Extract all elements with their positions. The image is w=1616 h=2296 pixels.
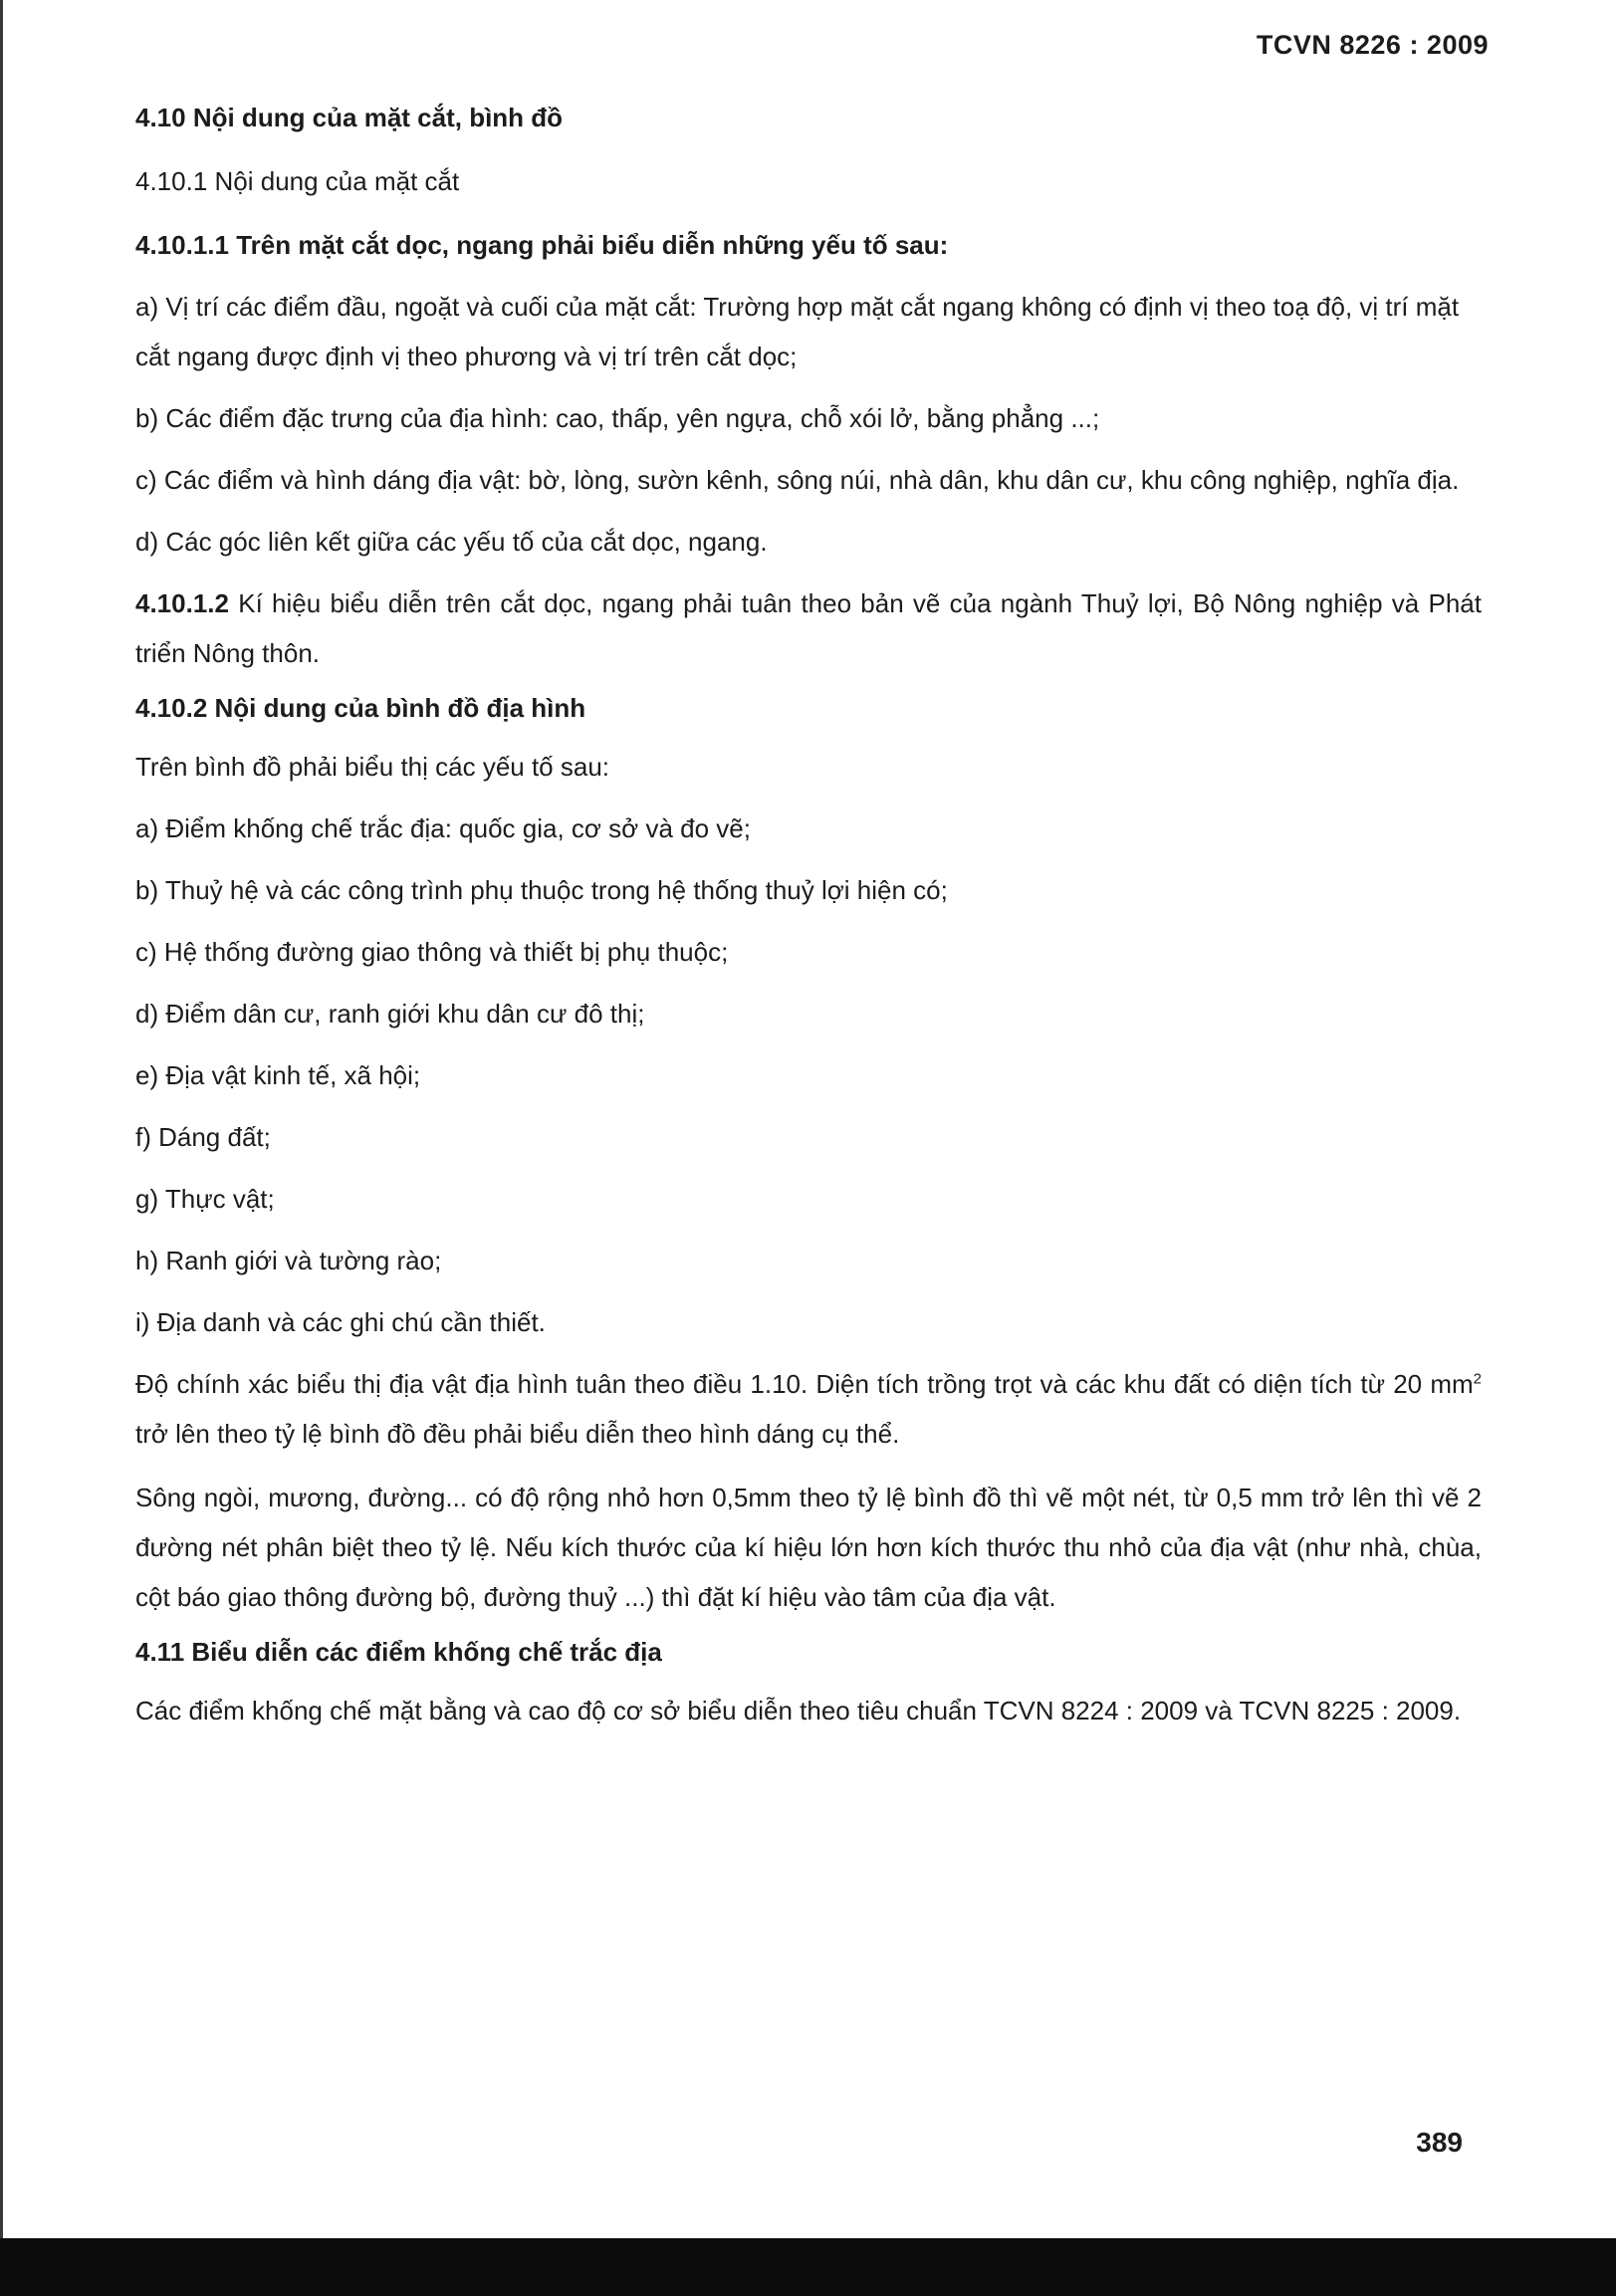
rivers-paragraph: Sông ngòi, mương, đường... có độ rộng nhỏ hơn 0,5mm theo tỷ lệ bình đồ thì vẽ một nét, từ 0,5 mm trở lên thì vẽ 2 đường nét phân biệt theo tỷ lệ. Nếu kích thước của kí hiệu lớn hơn kích thước thu nhỏ của địa vật (như nhà, chùa, cột báo giao thông đường bộ, đường thuỷ ...) thì đặt kí hiệu vào tâm của địa vật.	[135, 1483, 1482, 1613]
accuracy-superscript: 2	[1473, 1370, 1482, 1388]
accuracy-paragraph	[135, 1359, 1482, 1459]
page-content	[135, 100, 1482, 1749]
plan-item-i: i) Địa danh và các ghi chú cần thiết.	[135, 1307, 546, 1338]
accuracy-text-b: trở lên theo tỷ lệ bình đồ đều phải biểu diễn theo hình dáng cụ thể.	[135, 1419, 900, 1450]
standard-header: TCVN 8226 : 2009	[1256, 30, 1489, 60]
plan-item-b: b) Thuỷ hệ và các công trình phụ thuộc trong hệ thống thuỷ lợi hiện có;	[135, 875, 948, 906]
section-4-10-1-1-title: 4.10.1.1 Trên mặt cắt dọc, ngang phải biểu diễn những yếu tố sau:	[135, 229, 949, 260]
plan-item-d: d) Điểm dân cư, ranh giới khu dân cư đô thị;	[135, 999, 645, 1030]
plan-item-e: e) Địa vật kinh tế, xã hội;	[135, 1060, 421, 1091]
section-4-10-2-title: 4.10.2 Nội dung của bình đồ địa hình	[135, 693, 586, 724]
section-4-10-1-2-number: 4.10.1.2	[135, 588, 229, 619]
scan-edge-bottom	[0, 2238, 1616, 2296]
scan-edge-left	[0, 0, 3, 2296]
page-number: 389	[1416, 2127, 1463, 2158]
cross-section-item-b: b) Các điểm đặc trưng của địa hình: cao, thấp, yên ngựa, chỗ xói lở, bằng phẳng ...;	[135, 403, 1100, 434]
section-4-10-title: 4.10 Nội dung của mặt cắt, bình đồ	[135, 103, 564, 132]
section-4-11-title: 4.11 Biểu diễn các điểm khống chế trắc địa	[135, 1637, 662, 1668]
section-4-10-1-2	[135, 578, 1482, 678]
plan-item-a: a) Điểm khống chế trắc địa: quốc gia, cơ sở và đo vẽ;	[135, 813, 751, 844]
plan-item-f: f) Dáng đất;	[135, 1122, 271, 1153]
cross-section-item-c: c) Các điểm và hình dáng địa vật: bờ, lòng, sườn kênh, sông núi, nhà dân, khu dân cư, khu công nghiệp, nghĩa địa.	[135, 465, 1460, 496]
plan-intro: Trên bình đồ phải biểu thị các yếu tố sau:	[135, 752, 610, 783]
plan-item-h: h) Ranh giới và tường rào;	[135, 1246, 442, 1276]
plan-item-g: g) Thực vật;	[135, 1184, 275, 1215]
plan-item-c: c) Hệ thống đường giao thông và thiết bị phụ thuộc;	[135, 937, 729, 968]
section-4-11-text: Các điểm khống chế mặt bằng và cao độ cơ sở biểu diễn theo tiêu chuẩn TCVN 8224 : 2009 và TCVN 8225 : 2009.	[135, 1695, 1462, 1725]
section-4-10-1-2-text: Kí hiệu biểu diễn trên cắt dọc, ngang phải tuân theo bản vẽ của ngành Thuỷ lợi, Bộ Nông nghiệp và Phát triển Nông thôn.	[135, 588, 1482, 669]
section-4-10-1-title: 4.10.1 Nội dung của mặt cắt	[135, 165, 460, 196]
cross-section-item-d: d) Các góc liên kết giữa các yếu tố của cắt dọc, ngang.	[135, 527, 768, 558]
accuracy-text-a: Độ chính xác biểu thị địa vật địa hình tuân theo điều 1.10. Diện tích trồng trọt và các khu đất có diện tích từ 20 mm	[135, 1369, 1474, 1400]
cross-section-item-a: a) Vị trí các điểm đầu, ngoặt và cuối của mặt cắt: Trường hợp mặt cắt ngang không có định vị theo toạ độ, vị trí mặt cắt ngang được định vị theo phương và vị trí trên cắt dọc;	[135, 292, 1460, 372]
